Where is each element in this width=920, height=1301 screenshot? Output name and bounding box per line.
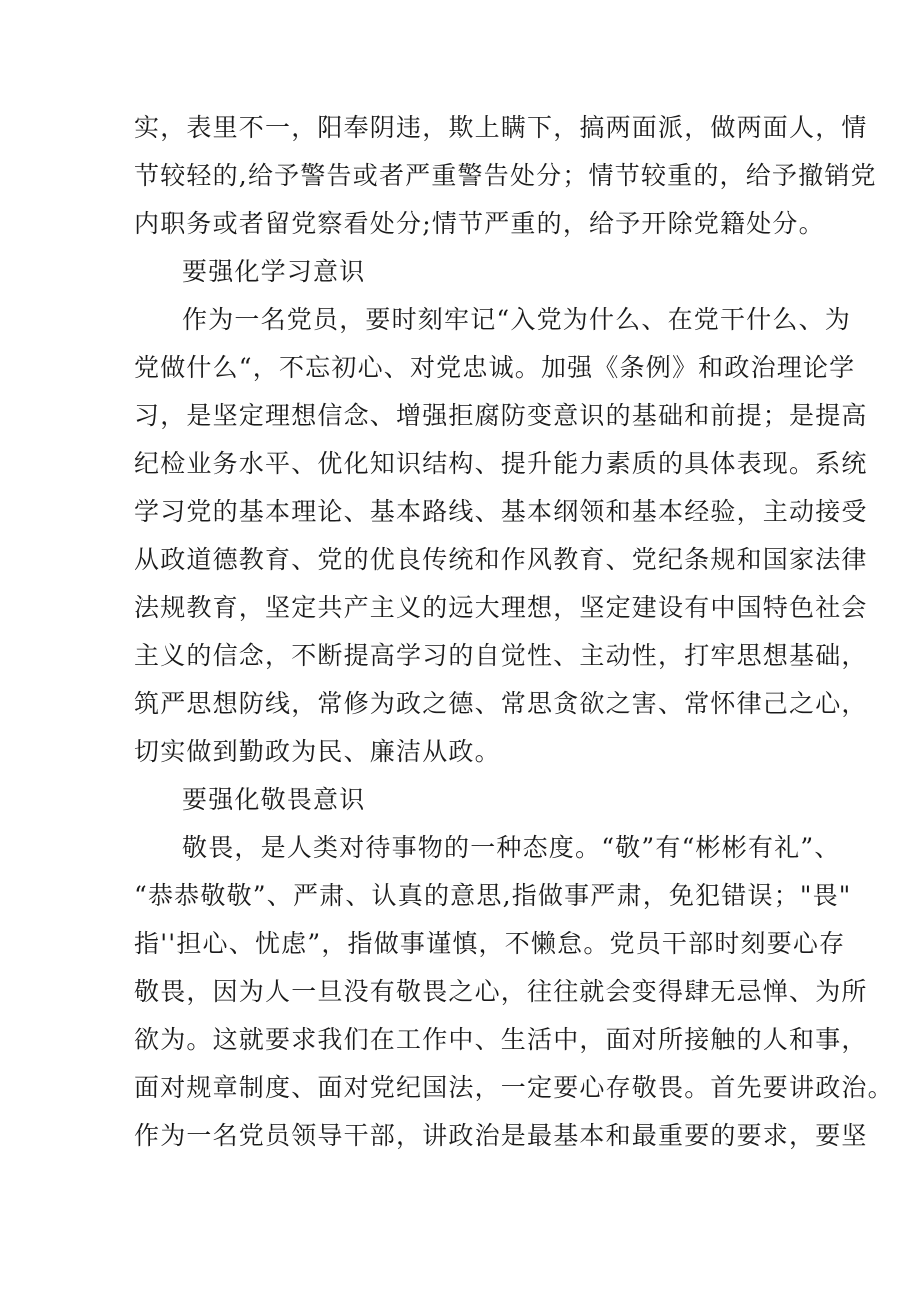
text-line: 节较轻的,给予警告或者严重警告处分；情节较重的，给予撤销党 [134, 161, 877, 190]
text-line: 筑严思想防线，常修为政之德、常思贪欲之害、常怀律己之心， [134, 689, 868, 718]
section-heading: 要强化敬畏意识 [182, 785, 366, 814]
section-heading: 要强化学习意识 [182, 257, 366, 286]
text-line: 指''担心、忧虑”，指做事谨慎，不懒怠。党员干部时刻要心存 [134, 929, 846, 958]
text-line: 内职务或者留党察看处分;情节严重的，给予开除党籍处分。 [134, 209, 825, 238]
text-line: 欲为。这就要求我们在工作中、生活中，面对所接触的人和事， [134, 1025, 868, 1054]
text-line: 主义的信念，不断提高学习的自觉性、主动性，打牢思想基础， [134, 641, 868, 670]
text-line: 作为一名党员，要时刻牢记“入党为什么、在党干什么、为 [182, 305, 851, 334]
text-line: 面对规章制度、面对党纪国法，一定要心存敬畏。首先要讲政治。 [134, 1073, 894, 1102]
text-line: 法规教育，坚定共产主义的远大理想，坚定建设有中国特色社会 [134, 593, 868, 622]
text-line: 从政道德教育、党的优良传统和作风教育、党纪条规和国家法律 [134, 545, 868, 574]
text-line: 敬畏，因为人一旦没有敬畏之心，往往就会变得肆无忌惮、为所 [134, 977, 868, 1006]
text-line: 实，表里不一，阳奉阴违，欺上瞒下，搞两面派，做两面人，情 [134, 113, 868, 142]
text-line: 敬畏，是人类对待事物的一种态度。“敬”有“彬彬有礼”、 [182, 833, 841, 862]
text-line: 作为一名党员领导干部，讲政治是最基本和最重要的要求，要坚 [134, 1121, 868, 1150]
text-line: 习，是坚定理想信念、增强拒腐防变意识的基础和前提；是提高 [134, 401, 868, 430]
text-line: 切实做到勤政为民、廉洁从政。 [134, 737, 501, 766]
text-line: 纪检业务水平、优化知识结构、提升能力素质的具体表现。系统 [134, 449, 868, 478]
text-line: 学习党的基本理论、基本路线、基本纲领和基本经验，主动接受 [134, 497, 868, 526]
text-line: “恭恭敬敬”、严肃、认真的意思,指做事严肃，免犯错误；"畏" [134, 881, 852, 910]
text-line: 党做什么“，不忘初心、对党忠诚。加强《条例》和政治理论学 [134, 353, 856, 382]
